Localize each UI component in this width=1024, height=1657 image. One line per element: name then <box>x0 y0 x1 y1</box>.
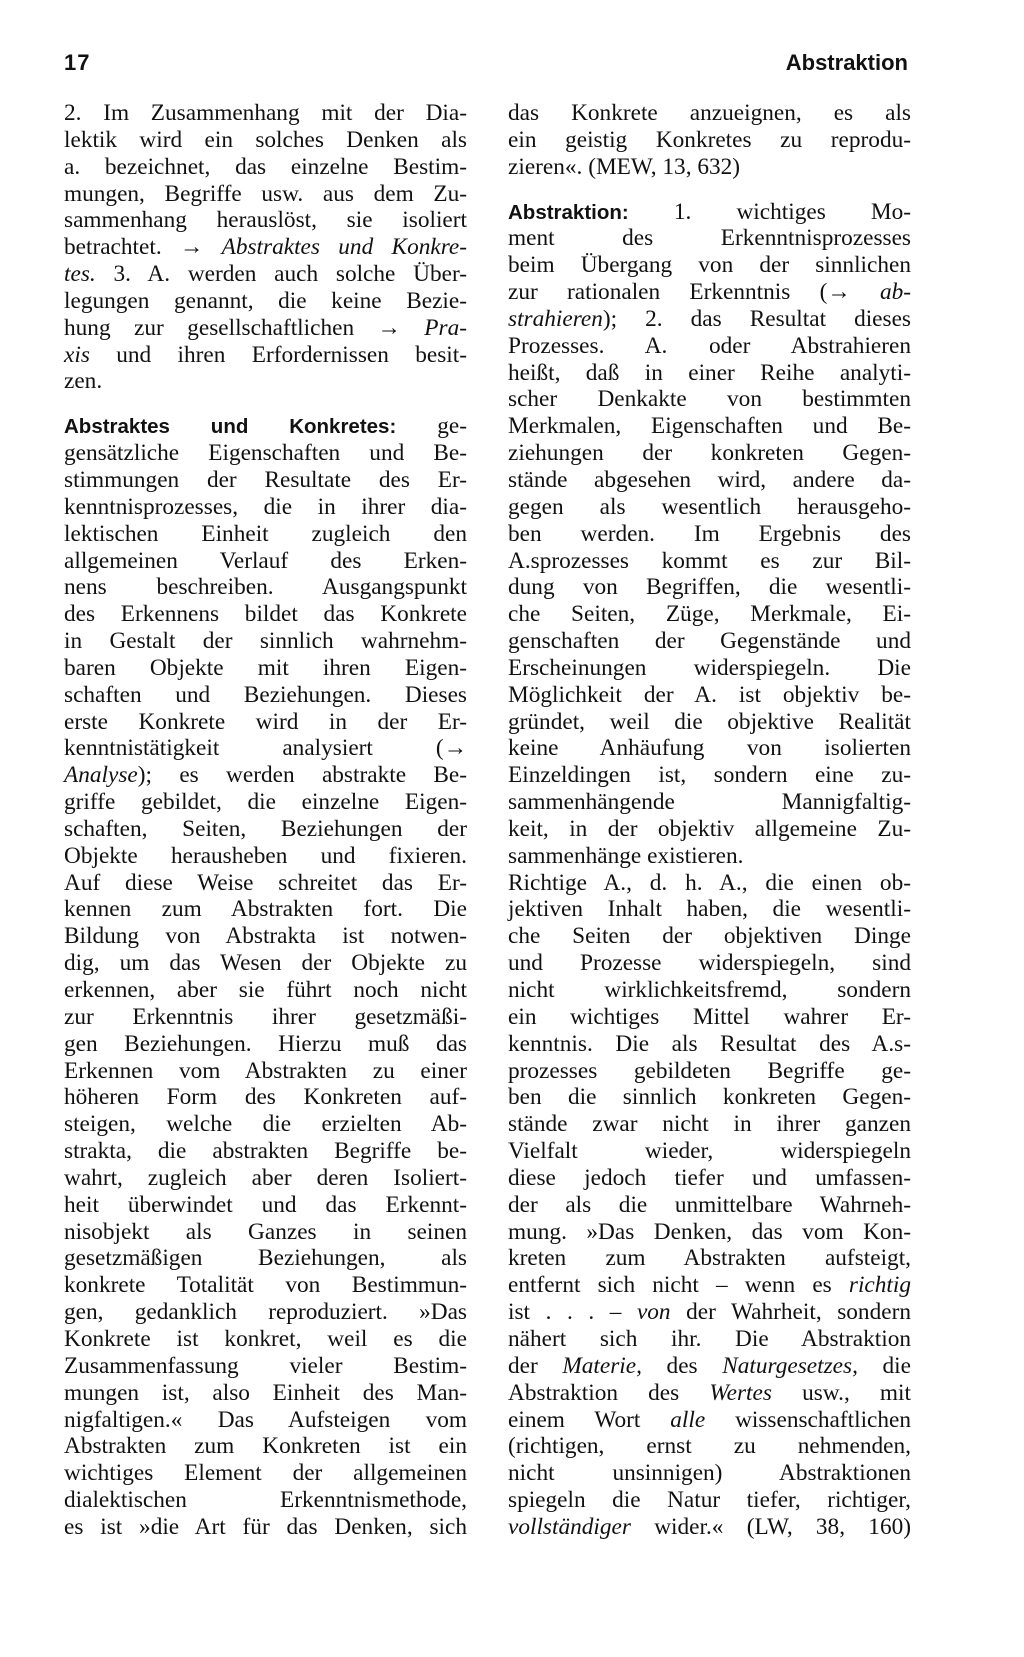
entry-abstraktes-und-konkretes <box>64 413 467 1567</box>
text-line: gensätzliche Eigenschaften und Be- <box>64 440 467 467</box>
text-line: Konkrete ist konkret, weil es die <box>64 1325 467 1352</box>
text-line: entfernt sich nicht – wenn es richtig <box>508 1272 912 1299</box>
text-line: Objekte herausheben und fixieren. <box>64 842 467 869</box>
entry-abstraktes-und-konkretes-continued <box>508 100 911 181</box>
text-line: in Gestalt der sinnlich wahrnehm- <box>64 628 467 655</box>
cross-reference[interactable]: ab- <box>879 279 911 306</box>
text-line: kenntnis. Die als Resultat des A.s- <box>508 1030 911 1057</box>
text-line: schaften und Beziehungen. Dieses <box>64 681 467 708</box>
text-line: dig, um das Wesen der Objekte zu <box>64 950 467 977</box>
text-line: dung von Begriffen, die wesentli- <box>508 574 911 601</box>
emphasis: vollständiger <box>508 1513 631 1540</box>
text-line: wahrt, zugleich aber deren Isoliert- <box>64 1164 467 1191</box>
text-line: und Prozesse widerspiegeln, sind <box>508 950 911 977</box>
text-line: mung. »Das Denken, das vom Kon- <box>508 1218 911 1245</box>
cross-reference[interactable]: Abstraktes und Konkre- <box>221 234 468 261</box>
text-line: lektischen Einheit zugleich den <box>64 520 467 547</box>
emphasis: Materie, <box>562 1352 642 1379</box>
text-line: Auf diese Weise schreitet das Er- <box>64 869 467 896</box>
text-line: keit, in der objektiv allgemeine Zu- <box>508 815 911 842</box>
left-column <box>64 100 467 1568</box>
text-line: kennen zum Abstrakten fort. Die <box>64 896 467 923</box>
text-line: che Seiten, Züge, Merkmale, Ei- <box>508 601 911 628</box>
text-line: nicht unsinnigen) Abstraktionen <box>508 1460 911 1487</box>
text-line: sammenhänge existieren. <box>508 842 744 869</box>
text-line: ein wichtiges Mittel wahrer Er- <box>508 1003 911 1030</box>
text-line: steigen, welche die erzielten Ab- <box>64 1111 467 1138</box>
text-line: zen. <box>64 368 103 395</box>
text-line: stände abgesehen wird, andere da- <box>508 466 911 493</box>
text-line: ment des Erkenntnisprozesses <box>508 225 911 252</box>
text-line: allgemeinen Verlauf des Erken- <box>64 547 467 574</box>
text-line: legungen genannt, die keine Bezie- <box>64 287 467 314</box>
text-line: prozesses gebildeten Begriffe ge- <box>508 1057 911 1084</box>
text-line: strahieren); 2. das Resultat dieses <box>508 305 911 332</box>
text-line: Zusammenfassung vieler Bestim- <box>64 1352 467 1379</box>
text-line: Merkmalen, Eigenschaften und Be- <box>508 413 911 440</box>
cross-reference[interactable]: Pra- <box>424 314 467 341</box>
text-line: A.sprozesses kommt es zur Bil- <box>508 547 911 574</box>
text-line: gen, gedanklich reproduziert. »Das <box>64 1299 467 1326</box>
text-line: strakta, die abstrakten Begriffe be- <box>64 1138 467 1165</box>
text-line: der als die unmittelbare Wahrneh- <box>508 1191 911 1218</box>
text-line: ein geistig Konkretes zu reprodu- <box>508 126 911 153</box>
text-line: der Materie, des Naturgesetzes, die <box>508 1352 911 1379</box>
text-line: Möglichkeit der A. ist objektiv be- <box>508 681 911 708</box>
text-line: ben werden. Im Ergebnis des <box>508 520 911 547</box>
text-line: erkennen, aber sie führt noch nicht <box>64 977 467 1003</box>
text-line: kenntnistätigkeit analysiert (→ <box>64 735 467 762</box>
text-line: gegen als wesentlich herausgeho- <box>508 493 911 520</box>
text-line: keine Anhäufung von isolierten <box>508 735 911 762</box>
text-line: ziehungen der konkreten Gegen- <box>508 440 911 467</box>
text-line: tes. 3. A. werden auch solche Über- <box>64 261 468 288</box>
text-line: genschaften der Gegenstände und <box>508 628 911 655</box>
text-line: sammenhängende Mannigfaltig- <box>508 789 911 816</box>
text-line: diese jedoch tiefer und umfassen- <box>508 1164 911 1191</box>
text-line: mungen ist, also Einheit des Man- <box>64 1379 467 1406</box>
text-line: konkrete Totalität von Bestimmun- <box>64 1272 467 1299</box>
text-line: Erkennen vom Abstrakten zu einer <box>64 1057 467 1084</box>
text-line: nigfaltigen.« Das Aufsteigen vom <box>64 1406 467 1433</box>
text-line: heit überwindet und das Erkennt- <box>64 1191 467 1218</box>
text-line: gen Beziehungen. Hierzu muß das <box>64 1030 467 1057</box>
text-line: Abstraktes und Konkretes: ge- <box>64 413 467 440</box>
text-line: zieren«. (MEW, 13, 632) <box>508 153 741 180</box>
emphasis: von <box>636 1299 671 1326</box>
text-line: Abstraktion des Wertes usw., mit <box>508 1379 911 1406</box>
text-line: scher Denkakte von bestimmten <box>508 386 911 413</box>
cross-reference[interactable]: Analyse <box>64 762 138 789</box>
text-line: nicht wirklichkeitsfremd, sondern <box>508 977 911 1003</box>
text-line: stimmungen der Resultate des Er- <box>64 466 467 493</box>
text-line: Bildung von Abstrakta ist notwen- <box>64 923 467 950</box>
text-line: ist . . . – von der Wahrheit, sondern <box>508 1299 911 1326</box>
text-line: griffe gebildet, die einzelne Eigen- <box>64 789 467 816</box>
cross-reference[interactable]: strahieren <box>508 305 603 332</box>
right-column <box>508 100 911 1541</box>
text-line: xis und ihren Erfordernissen besit- <box>64 341 468 368</box>
text-line: 2. Im Zusammenhang mit der Dia- <box>64 100 467 126</box>
emphasis: alle <box>670 1406 706 1433</box>
text-line: sammenhang herauslöst, sie isoliert <box>64 207 467 234</box>
text-line: nens beschreiben. Ausgangspunkt <box>64 574 467 601</box>
emphasis: richtig <box>848 1272 912 1299</box>
text-line: heißt, daß in einer Reihe analyti- <box>508 359 911 386</box>
text-line: stände zwar nicht in ihrer ganzen <box>508 1111 911 1138</box>
text-line: hung zur gesellschaftlichen → Pra- <box>64 314 467 341</box>
text-line: es ist »die Art für das Denken, sich <box>64 1513 467 1540</box>
text-line: vollständiger wider.« (LW, 38, 160) <box>508 1513 911 1540</box>
text-line: beim Übergang von der sinnlichen <box>508 252 911 279</box>
emphasis: Naturgesetzes, <box>722 1352 858 1379</box>
text-line: che Seiten der objektiven Dinge <box>508 923 911 950</box>
text-line: gründet, weil die objektive Realität <box>508 708 911 735</box>
text-line: Erscheinungen widerspiegeln. Die <box>508 654 911 681</box>
text-line: baren Objekte mit ihren Eigen- <box>64 654 467 681</box>
running-head: Abstraktion <box>785 50 908 75</box>
text-line: das Konkrete anzueignen, es als <box>508 100 911 126</box>
cross-reference[interactable]: xis <box>64 341 90 368</box>
text-line: wichtiges Element der allgemeinen <box>64 1460 467 1487</box>
text-line: mungen, Begriffe usw. aus dem Zu- <box>64 180 467 207</box>
text-line: lektik wird ein solches Denken als <box>64 126 467 153</box>
text-line: gesetzmäßigen Beziehungen, als <box>64 1245 467 1272</box>
page-number: 17 <box>64 50 91 75</box>
entry-abstraktion <box>508 199 911 1541</box>
cross-reference[interactable]: tes. <box>64 261 96 288</box>
text-line: Vielfalt wieder, widerspiegeln <box>508 1138 911 1165</box>
entry-headword: Abstraktion: <box>508 200 629 224</box>
text-line: ben die sinnlich konkreten Gegen- <box>508 1084 911 1111</box>
text-line: dialektischen Erkenntnismethode, <box>64 1487 467 1514</box>
text-line: Einzeldingen ist, sondern eine zu- <box>508 762 911 789</box>
text-line: Prozesses. A. oder Abstrahieren <box>508 332 911 359</box>
text-line: nisobjekt als Ganzes in seinen <box>64 1218 467 1245</box>
text-line: schaften, Seiten, Beziehungen der <box>64 815 467 842</box>
text-line: höheren Form des Konkreten auf- <box>64 1084 467 1111</box>
text-line: kenntnisprozesses, die in ihrer dia- <box>64 493 467 520</box>
text-line: Abstrakten zum Konkreten ist ein <box>64 1433 467 1460</box>
text-line: a. bezeichnet, das einzelne Bestim- <box>64 153 467 180</box>
text-line: betrachtet. → Abstraktes und Konkre- <box>64 234 468 261</box>
entry-headword: Abstraktes und Konkretes: <box>64 415 397 439</box>
text-line: (richtigen, ernst zu nehmenden, <box>508 1433 911 1460</box>
text-line: erste Konkrete wird in der Er- <box>64 708 467 735</box>
text-line: nähert sich ihr. Die Abstraktion <box>508 1325 911 1352</box>
text-line <box>64 1541 467 1568</box>
text-line: jektiven Inhalt haben, die wesentli- <box>508 896 911 923</box>
text-line: spiegeln die Natur tiefer, richtiger, <box>508 1487 911 1514</box>
text-line: des Erkennens bildet das Konkrete <box>64 601 467 628</box>
text-line: einem Wort alle wissenschaftlichen <box>508 1406 912 1433</box>
emphasis: Wertes <box>709 1379 772 1406</box>
text-line: zur rationalen Erkenntnis (→ ab- <box>508 279 911 306</box>
text-line: kreten zum Abstrakten aufsteigt, <box>508 1245 911 1272</box>
text-line: Richtige A., d. h. A., die einen ob- <box>508 869 911 896</box>
text-line: Abstraktion: 1. wichtiges Mo- <box>508 198 912 225</box>
text-line: zur Erkenntnis ihrer gesetzmäßi- <box>64 1003 467 1030</box>
entry-abstraktheit-continued <box>64 100 467 395</box>
text-line: Analyse); es werden abstrakte Be- <box>64 762 467 789</box>
